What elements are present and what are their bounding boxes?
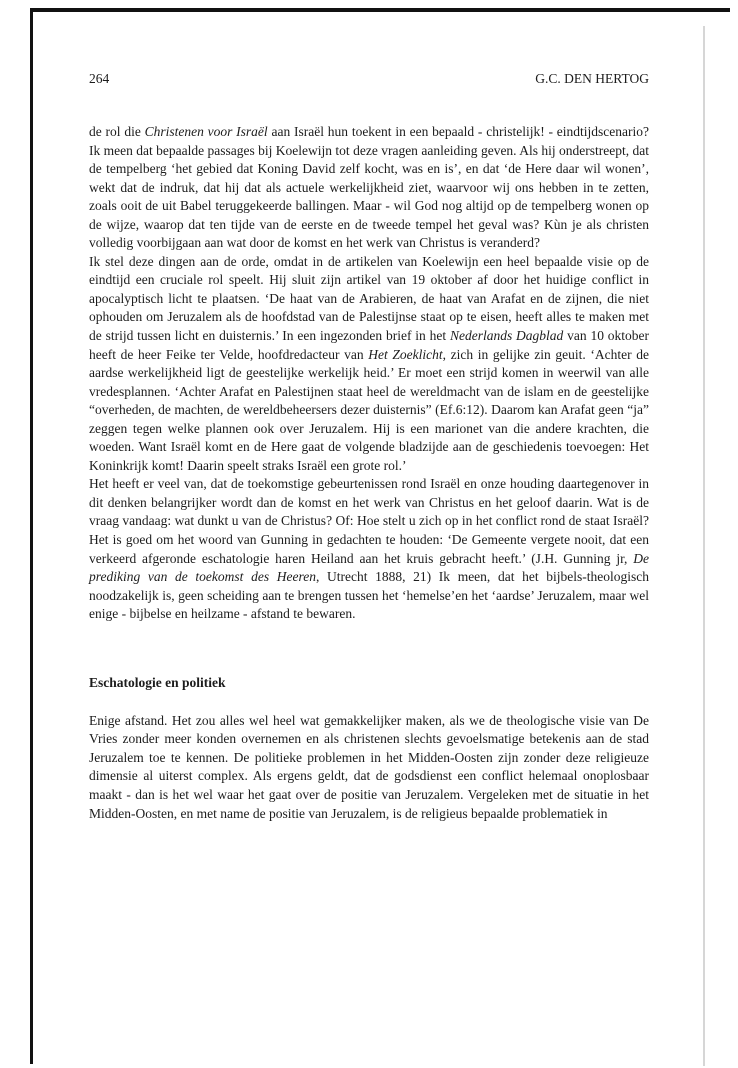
section-heading: Eschatologie en politiek — [89, 674, 226, 690]
paragraph — [89, 475, 649, 623]
italic-title: Het Zoeklicht — [368, 346, 443, 362]
page-number: 264 — [89, 71, 110, 86]
text-run: van 10 oktober heeft de heer Feike ter Velde, hoofdredacteur van — [89, 328, 650, 362]
scan-shadow-right — [703, 26, 705, 1066]
text-run: , zich in gelijke zin geuit. ‘Achter de aardse werkelijkheid ligt de geestelijke werkelijk heid.’ Er moet een strijd komen in weerwil van alle vredesplannen. ‘Achter Arafat en Palestijnen staat heel de wereldmacht van de islam en de geestelijke “overheden, de machten, de wereldbeheersers dezer duisternis” (Ef.6:12). Daarom kan Arafat geen “ja” zeggen tegen welke plannen ook over Jeruzalem. Hij is een marionet van die andere krachten, die woeden. Want Israël komt en de Here gaat de volgende bladzijde aan de geschiedenis toevoegen: Het Koninkrijk komt! Daarin speelt straks Israël een grote rol.’ — [89, 346, 649, 473]
scan-border-left — [30, 8, 33, 1064]
paragraph — [89, 253, 649, 476]
text-run: Ik stel deze dingen aan de orde, omdat in de artikelen van Koelewijn een heel bepaalde visie op de eindtijd een cruciale rol speelt. Hij sluit zijn artikel van 19 oktober af door het huidige conflict in apocalyptisch licht te plaatsen. ‘De haat van de Arabieren, de haat van Arafat en de zijnen, die niet ophouden om Jeruzalem als de hoofdstad van de Palestijnse staat op te eisen, heeft alles te maken met de strijd tussen licht en duisternis.’ In een ingezonden brief in het — [89, 253, 649, 344]
text-run: aan Israël hun toekent in een bepaald - christelijk! - eindtijdscenario? Ik meen dat bepaalde passages bij Koelewijn tot deze vragen aanleiding geven. Als hij onderstreept, dat de tempelberg ‘het gebied dat Koning David zelf kocht, was en is’, en dat ‘de Here daar wil wonen’, wekt dat de indruk, dat hij dat als actuele werkelijkheid ziet, waarvoor wij ons hebben in te zetten, zoals ooit de uit Babel teruggekeerde ballingen. Maar - wil God nog altijd op de tempelberg wonen op de wijze, waarop dat ten tijde van de eerste en de tweede tempel het geval was? Kùn je als christen volledig voorbijgaan aan wat door de komst en het werk van Christus is veranderd? — [89, 124, 649, 251]
text-run: Het heeft er veel van, dat de toekomstige gebeurtenissen rond Israël en onze houding daartegenover in dit denken belangrijker wordt dan de komst en het werk van Christus en het geloof daarin. Wat is de vraag vandaag: wat dunkt u van de Christus? Of: Hoe stelt u zich op in het conflict rond de staat Israël? Het is goed om het woord van Gunning in gedachten te houden: ‘De Gemeente vergete nooit, dat een verkeerd afgeronde eschatologie haren Heiland aan het kruis gebracht heeft.’ (J.H. Gunning jr, — [89, 476, 649, 566]
body-text — [89, 123, 649, 624]
paragraph — [89, 123, 649, 253]
italic-title: Nederlands Dagblad — [449, 328, 564, 344]
section-paragraph: Enige afstand. Het zou alles wel heel wat gemakkelijker maken, als we de theologische visie van De Vries zonder meer konden overnemen en als christenen slechts gevoelsmatige betekenis aan de stad Jeruzalem toe te kennen. De politieke problemen in het Midden-Oosten zijn zonder deze religieuze dimensie al uiterst complex. Als ergens geldt, dat de godsdienst een conflict helemaal onoplosbaar maakt - dan is het wel waar het gaat over de positie van Jeruzalem. Vergeleken met de situatie in het Midden-Oosten, en met name de positie van Jeruzalem, is de religieus bepaalde problematiek in — [89, 712, 649, 821]
running-head-author: G.C. DEN HERTOG — [535, 71, 649, 86]
scan-border-top — [30, 8, 730, 12]
text-run: , Utrecht 1888, 21) Ik meen, dat het bijbels-theologisch noodzakelijk is, geen scheiding aan te brengen tussen het ‘hemelse’en het ‘aardse’ Jeruzalem, maar wel enige - bijbelse en heilzame - afstand te bewaren. — [89, 569, 649, 622]
text-run: de rol die — [89, 124, 145, 139]
book-page — [89, 70, 649, 823]
running-head — [89, 70, 649, 88]
italic-title: Christenen voor Israël — [144, 124, 268, 139]
italic-title: De prediking van de toekomst des Heeren — [89, 550, 649, 585]
